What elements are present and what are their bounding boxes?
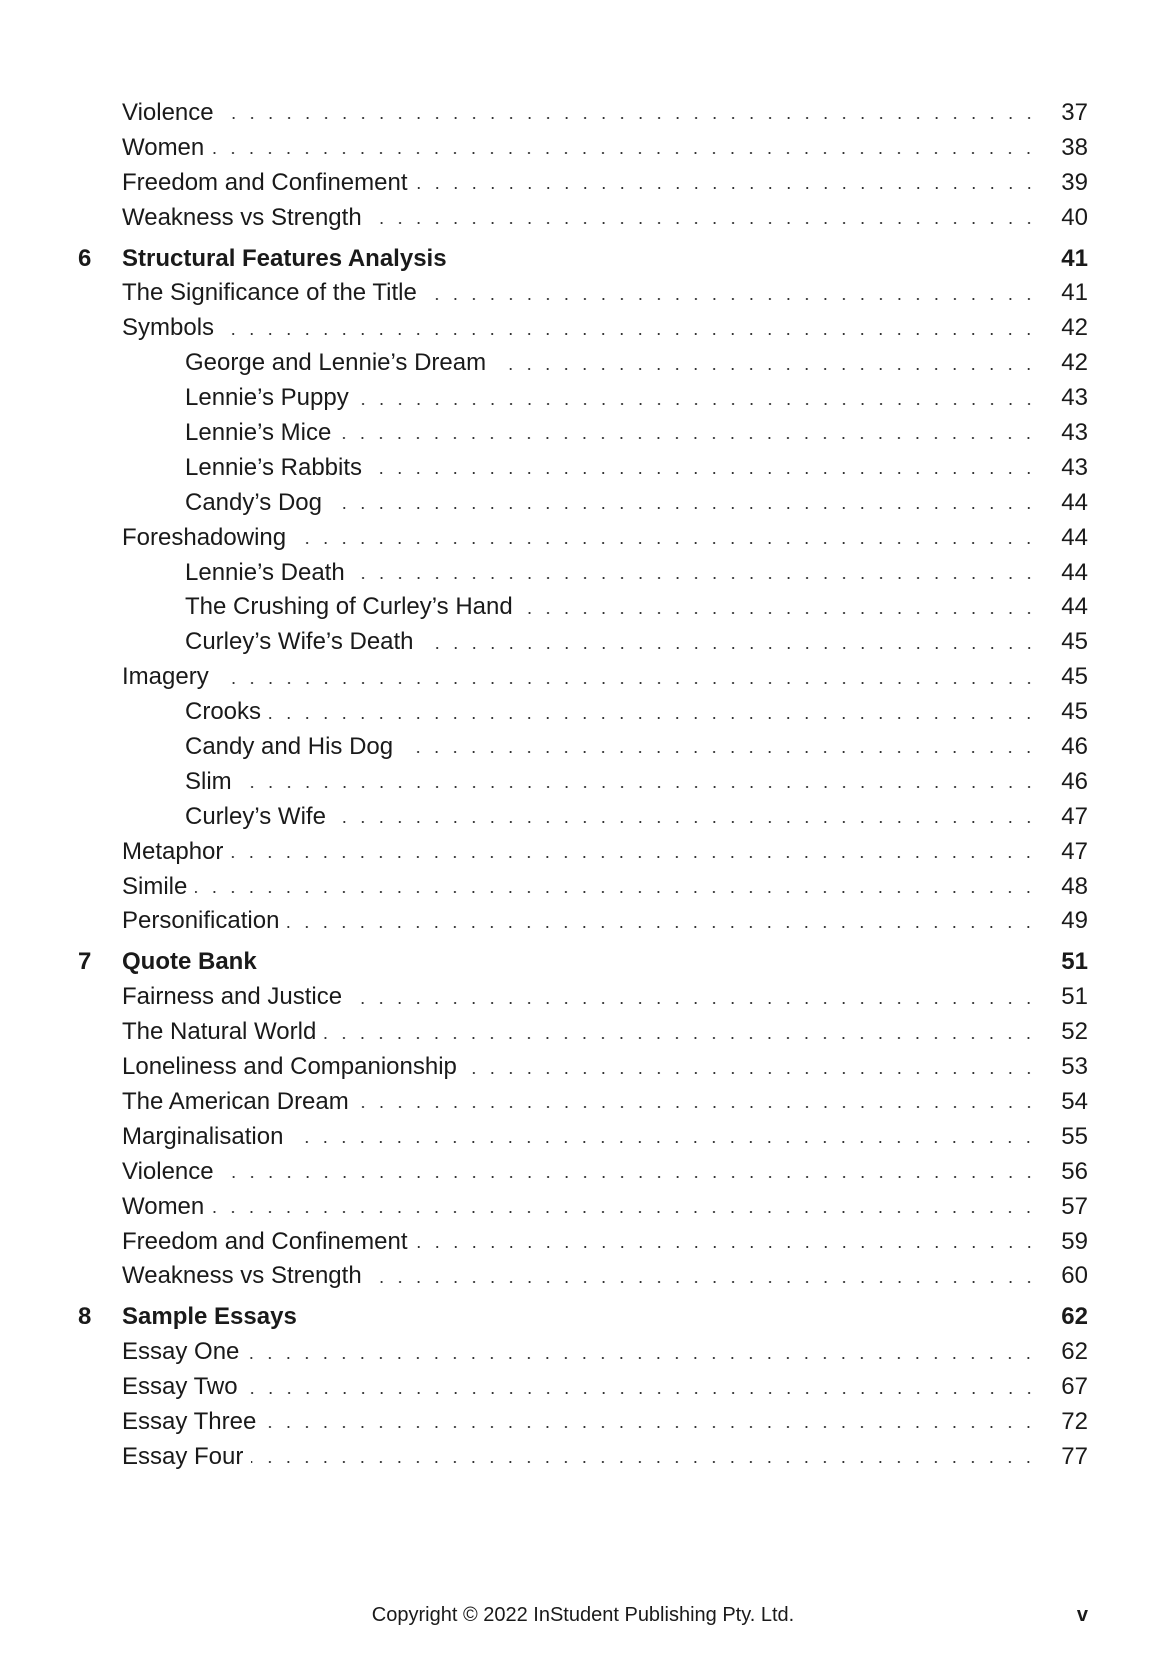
dot-leader (425, 298, 1038, 300)
toc-entry-line (122, 835, 1088, 870)
toc-entry-title: Violence (122, 1157, 214, 1185)
toc-entry-title: The Significance of the Title (122, 279, 417, 307)
toc-entry-line (185, 556, 1088, 591)
toc-section-heading[interactable] (0, 242, 1166, 277)
toc-entry-line (122, 131, 1088, 166)
toc-entry-title: Fairness and Justice (122, 983, 343, 1011)
dot-leader (291, 1141, 1038, 1143)
toc-entry-page: 46 (1061, 767, 1088, 795)
dot-leader (240, 786, 1038, 788)
toc-entry-page: 44 (1061, 558, 1088, 586)
toc-entry-title: The Natural World (122, 1018, 317, 1046)
toc-entry-page: 37 (1061, 99, 1088, 126)
toc-entry-line (122, 660, 1088, 695)
toc-entry[interactable] (0, 800, 1166, 835)
toc-entry-title: The American Dream (122, 1087, 349, 1115)
toc-entry[interactable] (0, 765, 1166, 800)
toc-entry-page: 77 (1061, 1442, 1088, 1470)
toc-entry-title: Lennie’s Rabbits (185, 453, 363, 481)
toc-entry[interactable] (0, 904, 1166, 939)
toc-entry-page: 45 (1061, 628, 1088, 656)
toc-entry-page: 38 (1061, 133, 1088, 161)
toc-entry-page: 47 (1061, 802, 1088, 830)
toc-entry-line (122, 1190, 1088, 1225)
toc-entry[interactable] (0, 96, 1166, 131)
dot-leader (269, 717, 1038, 719)
toc-entry-title: Metaphor (122, 837, 224, 865)
toc-entry-page: 62 (1061, 1303, 1088, 1331)
section-number: 7 (78, 948, 92, 976)
toc-entry[interactable] (0, 276, 1166, 311)
toc-entry-page: 44 (1061, 488, 1088, 516)
toc-entry-page: 51 (1061, 948, 1088, 976)
toc-entry[interactable] (0, 416, 1166, 451)
toc-entry[interactable] (0, 1015, 1166, 1050)
toc-entry-page: 59 (1061, 1227, 1088, 1255)
toc-entry[interactable] (0, 346, 1166, 381)
toc-entry-page: 48 (1061, 872, 1088, 900)
toc-entry-page: 55 (1061, 1122, 1088, 1150)
toc-entry-line (122, 1120, 1088, 1155)
toc-entry-page: 43 (1061, 419, 1088, 447)
toc-entry-line (185, 381, 1088, 416)
toc-entry-page: 49 (1061, 907, 1088, 935)
toc-entry-title: Violence (122, 99, 214, 126)
toc-entry[interactable] (0, 870, 1166, 905)
toc-entry-line (185, 730, 1088, 765)
toc-entry-title: Lennie’s Puppy (185, 384, 349, 412)
dot-leader (370, 222, 1038, 224)
dot-leader (195, 891, 1038, 893)
toc-entry-title: Freedom and Confinement (122, 1227, 408, 1255)
toc-entry-page: 44 (1061, 593, 1088, 621)
toc-entry-line (185, 800, 1088, 835)
section-number: 6 (78, 244, 92, 272)
toc-entry-line (122, 1050, 1088, 1085)
table-of-contents (0, 96, 1166, 1475)
toc-entry-page: 72 (1061, 1407, 1088, 1435)
toc-entry-page: 53 (1061, 1053, 1088, 1081)
toc-entry-page: 42 (1061, 349, 1088, 377)
page-footer (0, 1604, 1166, 1634)
toc-entry-page: 52 (1061, 1018, 1088, 1046)
toc-entry-title: Imagery (122, 663, 209, 691)
toc-entry[interactable] (0, 1120, 1166, 1155)
toc-entry-title: Essay Four (122, 1442, 244, 1470)
toc-entry-title: Marginalisation (122, 1122, 284, 1150)
toc-entry-title: Personification (122, 907, 280, 935)
toc-entry-line (122, 980, 1088, 1015)
toc-entry-page: 56 (1061, 1157, 1088, 1185)
dot-leader (416, 1246, 1039, 1248)
toc-entry-line (122, 1259, 1088, 1294)
toc-entry-page: 41 (1061, 244, 1088, 272)
toc-entry-title: Essay Two (122, 1373, 238, 1401)
toc-entry-title: Freedom and Confinement (122, 168, 408, 196)
toc-entry-page: 41 (1061, 279, 1088, 307)
dot-leader (212, 152, 1038, 154)
toc-entry-title: Loneliness and Companionship (122, 1053, 457, 1081)
toc-entry[interactable] (0, 381, 1166, 416)
toc-entry-line (122, 904, 1088, 939)
toc-entry-title: Slim (185, 767, 232, 795)
dot-leader (416, 187, 1039, 189)
toc-entry-title: George and Lennie’s Dream (185, 349, 487, 377)
toc-entry-title: Essay Three (122, 1407, 257, 1435)
toc-entry[interactable] (0, 451, 1166, 486)
toc-entry[interactable] (0, 1440, 1166, 1475)
toc-entry-page: 46 (1061, 733, 1088, 761)
toc-entry[interactable] (0, 521, 1166, 556)
toc-entry-title: Quote Bank (122, 948, 257, 976)
toc-entry-page: 60 (1061, 1262, 1088, 1290)
toc-entry-line (185, 590, 1088, 625)
toc-entry-line (185, 625, 1088, 660)
toc-entry[interactable] (0, 625, 1166, 660)
toc-entry-title: Curley’s Wife (185, 802, 326, 830)
toc-entry-line (122, 1085, 1088, 1120)
toc-entry-line (185, 765, 1088, 800)
toc-entry-line (122, 1370, 1088, 1405)
toc-entry[interactable] (0, 1085, 1166, 1120)
toc-entry-title: Candy and His Dog (185, 733, 394, 761)
toc-entry-line (122, 311, 1088, 346)
toc-entry[interactable] (0, 730, 1166, 765)
toc-entry[interactable] (0, 1155, 1166, 1190)
toc-entry-title: Sample Essays (122, 1303, 297, 1331)
toc-entry-line (122, 1405, 1088, 1440)
toc-entry-title: Lennie’s Mice (185, 419, 332, 447)
dot-leader (465, 1072, 1038, 1074)
toc-entry-line (122, 521, 1088, 556)
toc-entry-line (122, 166, 1088, 201)
toc-section-heading[interactable] (0, 945, 1166, 980)
toc-entry[interactable] (0, 311, 1166, 346)
toc-entry[interactable] (0, 486, 1166, 521)
toc-entry[interactable] (0, 1225, 1166, 1260)
dot-leader (246, 1392, 1038, 1394)
dot-leader (357, 403, 1038, 405)
toc-entry-page: 43 (1061, 453, 1088, 481)
dot-leader (401, 751, 1038, 753)
toc-entry-title: Weakness vs Strength (122, 1262, 362, 1290)
toc-entry-page: 44 (1061, 523, 1088, 551)
toc-entry-line (122, 276, 1088, 311)
toc-entry-line (122, 1300, 1088, 1335)
dot-leader (251, 1461, 1038, 1463)
toc-entry[interactable] (0, 1259, 1166, 1294)
toc-entry-title: Candy’s Dog (185, 488, 322, 516)
toc-entry-line (122, 1440, 1088, 1475)
toc-entry-page: 43 (1061, 384, 1088, 412)
dot-leader (370, 472, 1038, 474)
toc-entry-line (122, 201, 1088, 236)
dot-leader (339, 437, 1038, 439)
toc-entry[interactable] (0, 1405, 1166, 1440)
dot-leader (217, 682, 1038, 684)
toc-entry[interactable] (0, 201, 1166, 236)
toc-entry-page: 39 (1061, 168, 1088, 196)
dot-leader (422, 647, 1038, 649)
toc-entry[interactable] (0, 980, 1166, 1015)
dot-leader (247, 1357, 1038, 1359)
toc-entry-page: 57 (1061, 1192, 1088, 1220)
toc-entry-title: Symbols (122, 314, 215, 342)
toc-entry[interactable] (0, 835, 1166, 870)
toc-entry-page: 42 (1061, 314, 1088, 342)
toc-entry-page: 62 (1061, 1338, 1088, 1366)
dot-leader (222, 1176, 1038, 1178)
dot-leader (287, 926, 1038, 928)
dot-leader (494, 368, 1038, 370)
toc-entry-line (122, 96, 1088, 131)
toc-entry[interactable] (0, 1335, 1166, 1370)
toc-entry-line (122, 1225, 1088, 1260)
dot-leader (294, 542, 1038, 544)
toc-entry[interactable] (0, 556, 1166, 591)
dot-leader (212, 1211, 1038, 1213)
dot-leader (350, 1002, 1038, 1004)
toc-entry-title: Women (122, 1192, 205, 1220)
dot-leader (455, 263, 1038, 265)
toc-entry-page: 45 (1061, 663, 1088, 691)
toc-entry-title: Lennie’s Death (185, 558, 345, 586)
dot-leader (334, 821, 1038, 823)
toc-entry-line (122, 870, 1088, 905)
dot-leader (330, 507, 1038, 509)
toc-entry[interactable] (0, 695, 1166, 730)
toc-entry-title: Foreshadowing (122, 523, 287, 551)
toc-entry-line (185, 416, 1088, 451)
dot-leader (231, 856, 1038, 858)
dot-leader (264, 1426, 1038, 1428)
toc-entry-line (185, 346, 1088, 381)
toc-entry-title: Simile (122, 872, 188, 900)
toc-entry[interactable] (0, 1050, 1166, 1085)
dot-leader (265, 967, 1038, 969)
toc-entry-line (185, 695, 1088, 730)
toc-entry-page: 67 (1061, 1373, 1088, 1401)
toc-entry-title: The Crushing of Curley’s Hand (185, 593, 513, 621)
toc-entry-page: 51 (1061, 983, 1088, 1011)
dot-leader (305, 1322, 1038, 1324)
toc-entry-page: 45 (1061, 698, 1088, 726)
toc-entry-title: Crooks (185, 698, 262, 726)
toc-section-heading[interactable] (0, 1300, 1166, 1335)
toc-entry[interactable] (0, 166, 1166, 201)
dot-leader (521, 612, 1038, 614)
dot-leader (222, 117, 1038, 119)
section-number: 8 (78, 1303, 92, 1331)
dot-leader (370, 1281, 1038, 1283)
dot-leader (222, 333, 1038, 335)
toc-entry-line (185, 486, 1088, 521)
page-number: v (1076, 1604, 1088, 1626)
toc-entry[interactable] (0, 660, 1166, 695)
toc-entry[interactable] (0, 1370, 1166, 1405)
toc-entry-line (122, 1335, 1088, 1370)
toc-entry-page: 40 (1061, 203, 1088, 231)
toc-entry-line (122, 945, 1088, 980)
toc-entry[interactable] (0, 131, 1166, 166)
toc-entry-page: 47 (1061, 837, 1088, 865)
toc-entry-line (122, 1015, 1088, 1050)
toc-entry-line (185, 451, 1088, 486)
toc-entry-title: Curley’s Wife’s Death (185, 628, 414, 656)
toc-entry-page: 54 (1061, 1087, 1088, 1115)
toc-entry[interactable] (0, 1190, 1166, 1225)
toc-entry-title: Weakness vs Strength (122, 203, 362, 231)
toc-entry-title: Structural Features Analysis (122, 244, 447, 272)
toc-entry[interactable] (0, 590, 1166, 625)
dot-leader (324, 1037, 1038, 1039)
copyright-notice: Copyright © 2022 InStudent Publishing Pty. Ltd. (371, 1604, 795, 1626)
toc-entry-line (122, 242, 1088, 277)
dot-leader (357, 1106, 1038, 1108)
toc-entry-line (122, 1155, 1088, 1190)
toc-entry-title: Essay One (122, 1338, 240, 1366)
toc-entry-title: Women (122, 133, 205, 161)
dot-leader (353, 577, 1038, 579)
